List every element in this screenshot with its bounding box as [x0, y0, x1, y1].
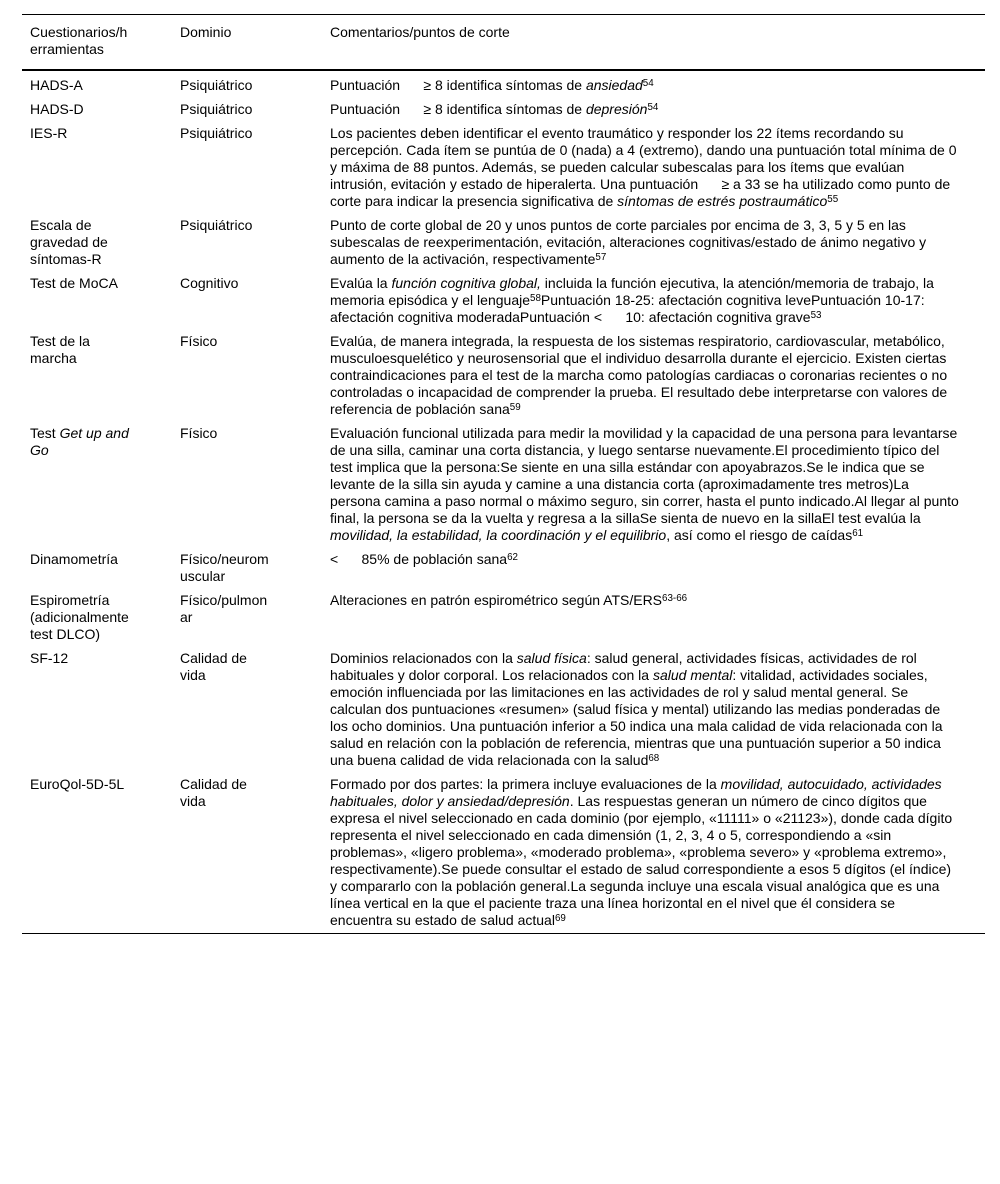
domain-cell: Físico — [180, 425, 218, 441]
comment-cell: Formado por dos partes: la primera incluye evaluaciones de la movilidad, autocuidado, actividades habituales, dolor y ansiedad/depresión. Las respuestas generan un número de cinco dígitos que expresa el nivel seleccionado en cada dominio (por ejemplo, «11111» o «21123»), donde cada dígito representa el nivel seleccionado en cada dimensión (1, 2, 3, 4 o 5, correspondiendo a «sin problemas», «ligero problema», «moderado problema», «problema severo» y «problema extremo», respectivamente).Se puede consultar el estado de salud correspondiente a esos 5 dígitos (el índice) y compararlo con la población general.La segunda incluye una escala visual analógica que es una línea vertical en la que el paciente traza una línea horizontal en el nivel que él considera se encuentra su estado de salud actual$^{69}$ — [330, 776, 957, 928]
table-header — [22, 15, 985, 71]
table-row — [22, 272, 985, 330]
domain-cell: Calidad de vida — [180, 776, 247, 809]
domain-cell: Físico — [180, 333, 218, 349]
domain-cell: Psiquiátrico — [180, 125, 253, 141]
table-row — [22, 773, 985, 934]
table-row — [22, 214, 985, 272]
table-body — [22, 70, 985, 934]
tool-cell: Test Get up and Go — [30, 425, 129, 458]
tool-cell: Espirometría (adicionalmente test DLCO) — [30, 592, 129, 642]
column-header-tools: Cuestionarios/herramientas — [22, 15, 180, 71]
tool-cell: EuroQol-5D-5L — [30, 776, 125, 792]
domain-cell: Físico/pulmonar — [180, 592, 268, 625]
tool-cell: HADS-D — [30, 101, 84, 117]
tool-cell: HADS-A — [30, 77, 83, 93]
comment-cell: Evalúa, de manera integrada, la respuesta de los sistemas respiratorio, cardiovascular, metabólico, musculoesquelético y neurosensorial que el individuo desarrolla durante el ejercicio. Existen ciertas contraindicaciones para el test de la marcha como patologías cardiacas o coronarias recientes o no controladas o incapacidad de comprender la prueba. El resultado debe interpretarse con valores de referencia de población sana$^{59}$ — [330, 333, 952, 417]
table-row — [22, 122, 985, 214]
table-row — [22, 548, 985, 589]
domain-cell: Calidad de vida — [180, 650, 247, 683]
table-row — [22, 330, 985, 422]
tool-cell: Test de MoCA — [30, 275, 118, 291]
comment-cell: Evaluación funcional utilizada para medir la movilidad y la capacidad de una persona para levantarse de una silla, caminar una corta distancia, y luego sentarse nuevamente.El procedimiento típico del test implica que la persona:Se siente en una silla estándar con apoyabrazos.Se le indica que se levante de la silla sin ayuda y camine a una distancia corta (aproximadamente tres metros)La persona camina a paso normal o máximo seguro, sin correr, hasta el punto indicado.Al llegar al punto final, la persona se da la vuelta y regresa a la sillaSe sienta de nuevo en la sillaEl test evalúa la movilidad, la estabilidad, la coordinación y el equilibrio, así como el riesgo de caídas$^{61}$ — [330, 425, 963, 543]
table-row — [22, 589, 985, 647]
comment-cell: Los pacientes deben identificar el evento traumático y responder los 22 ítems recordando su percepción. Cada ítem se puntúa de 0 (nada) a 4 (extremo), dando una puntuación total mínima de 0 y máxima de 88 puntos. Además, se pueden calcular subescalas para los ítems que evalúan intrusión, evitación y estado de hiperalerta. Una puntuación ≥ a 33 se ha utilizado como punto de corte para indicar la presencia significativa de síntomas de estrés postraumático$^{55}$ — [330, 125, 961, 209]
domain-cell: Psiquiátrico — [180, 217, 253, 233]
tool-cell: Escala de gravedad de síntomas-R — [30, 217, 108, 267]
assessment-table — [22, 14, 985, 934]
comment-cell: Dominios relacionados con la salud física: salud general, actividades físicas, actividades de rol habituales y dolor corporal. Los relacionados con la salud mental: vitalidad, actividades sociales, emoción influenciada por las limitaciones en las actividades de rol y salud mental general. Se calculan dos puntuaciones «resumen» (salud física y mental) utilizando las medias ponderadas de los ocho dominios. Una puntuación inferior a 50 indica una mala calidad de vida relacionada con la salud en relación con la población de referencia, mientras que una puntuación superior a 50 indica una buena calidad de vida relacionada con la salud$^{68}$ — [330, 650, 947, 768]
comment-cell: Alteraciones en patrón espirométrico según ATS/ERS$^{63-66}$ — [330, 592, 688, 608]
column-header-domain: Dominio — [180, 15, 330, 71]
column-header-comments: Comentarios/puntos de corte — [330, 15, 985, 71]
tool-cell: Test de la marcha — [30, 333, 90, 366]
comment-cell: Evalúa la función cognitiva global, incluida la función ejecutiva, la atención/memoria de trabajo, la memoria episódica y el lenguaje$^{58}$Puntuación 18-25: afectación cognitiva levePuntuación 10-17: afectación cognitiva moderadaPuntuación < 10: afectación cognitiva grave$^{53}$ — [330, 275, 938, 325]
tool-cell: Dinamometría — [30, 551, 118, 567]
domain-cell: Psiquiátrico — [180, 101, 253, 117]
comment-cell: Punto de corte global de 20 y unos puntos de corte parciales por encima de 3, 3, 5 y 5 en las subescalas de reexperimentación, evitación, alteraciones cognitivas/estado de ánimo negativo y aumento de la activación, respectivamente$^{57}$ — [330, 217, 931, 267]
comment-cell: Puntuación ≥ 8 identifica síntomas de ansiedad$^{54}$ — [330, 77, 654, 93]
table-row — [22, 70, 985, 98]
header-row — [22, 15, 985, 71]
comment-cell: Puntuación ≥ 8 identifica síntomas de depresión$^{54}$ — [330, 101, 659, 117]
domain-cell: Cognitivo — [180, 275, 239, 291]
domain-cell: Físico/neuromuscular — [180, 551, 269, 584]
table-row — [22, 647, 985, 773]
table-row — [22, 422, 985, 548]
tool-cell: SF-12 — [30, 650, 69, 666]
table-row — [22, 98, 985, 122]
comment-cell: < 85% de población sana$^{62}$ — [330, 551, 518, 567]
tool-cell: IES-R — [30, 125, 68, 141]
domain-cell: Psiquiátrico — [180, 77, 253, 93]
